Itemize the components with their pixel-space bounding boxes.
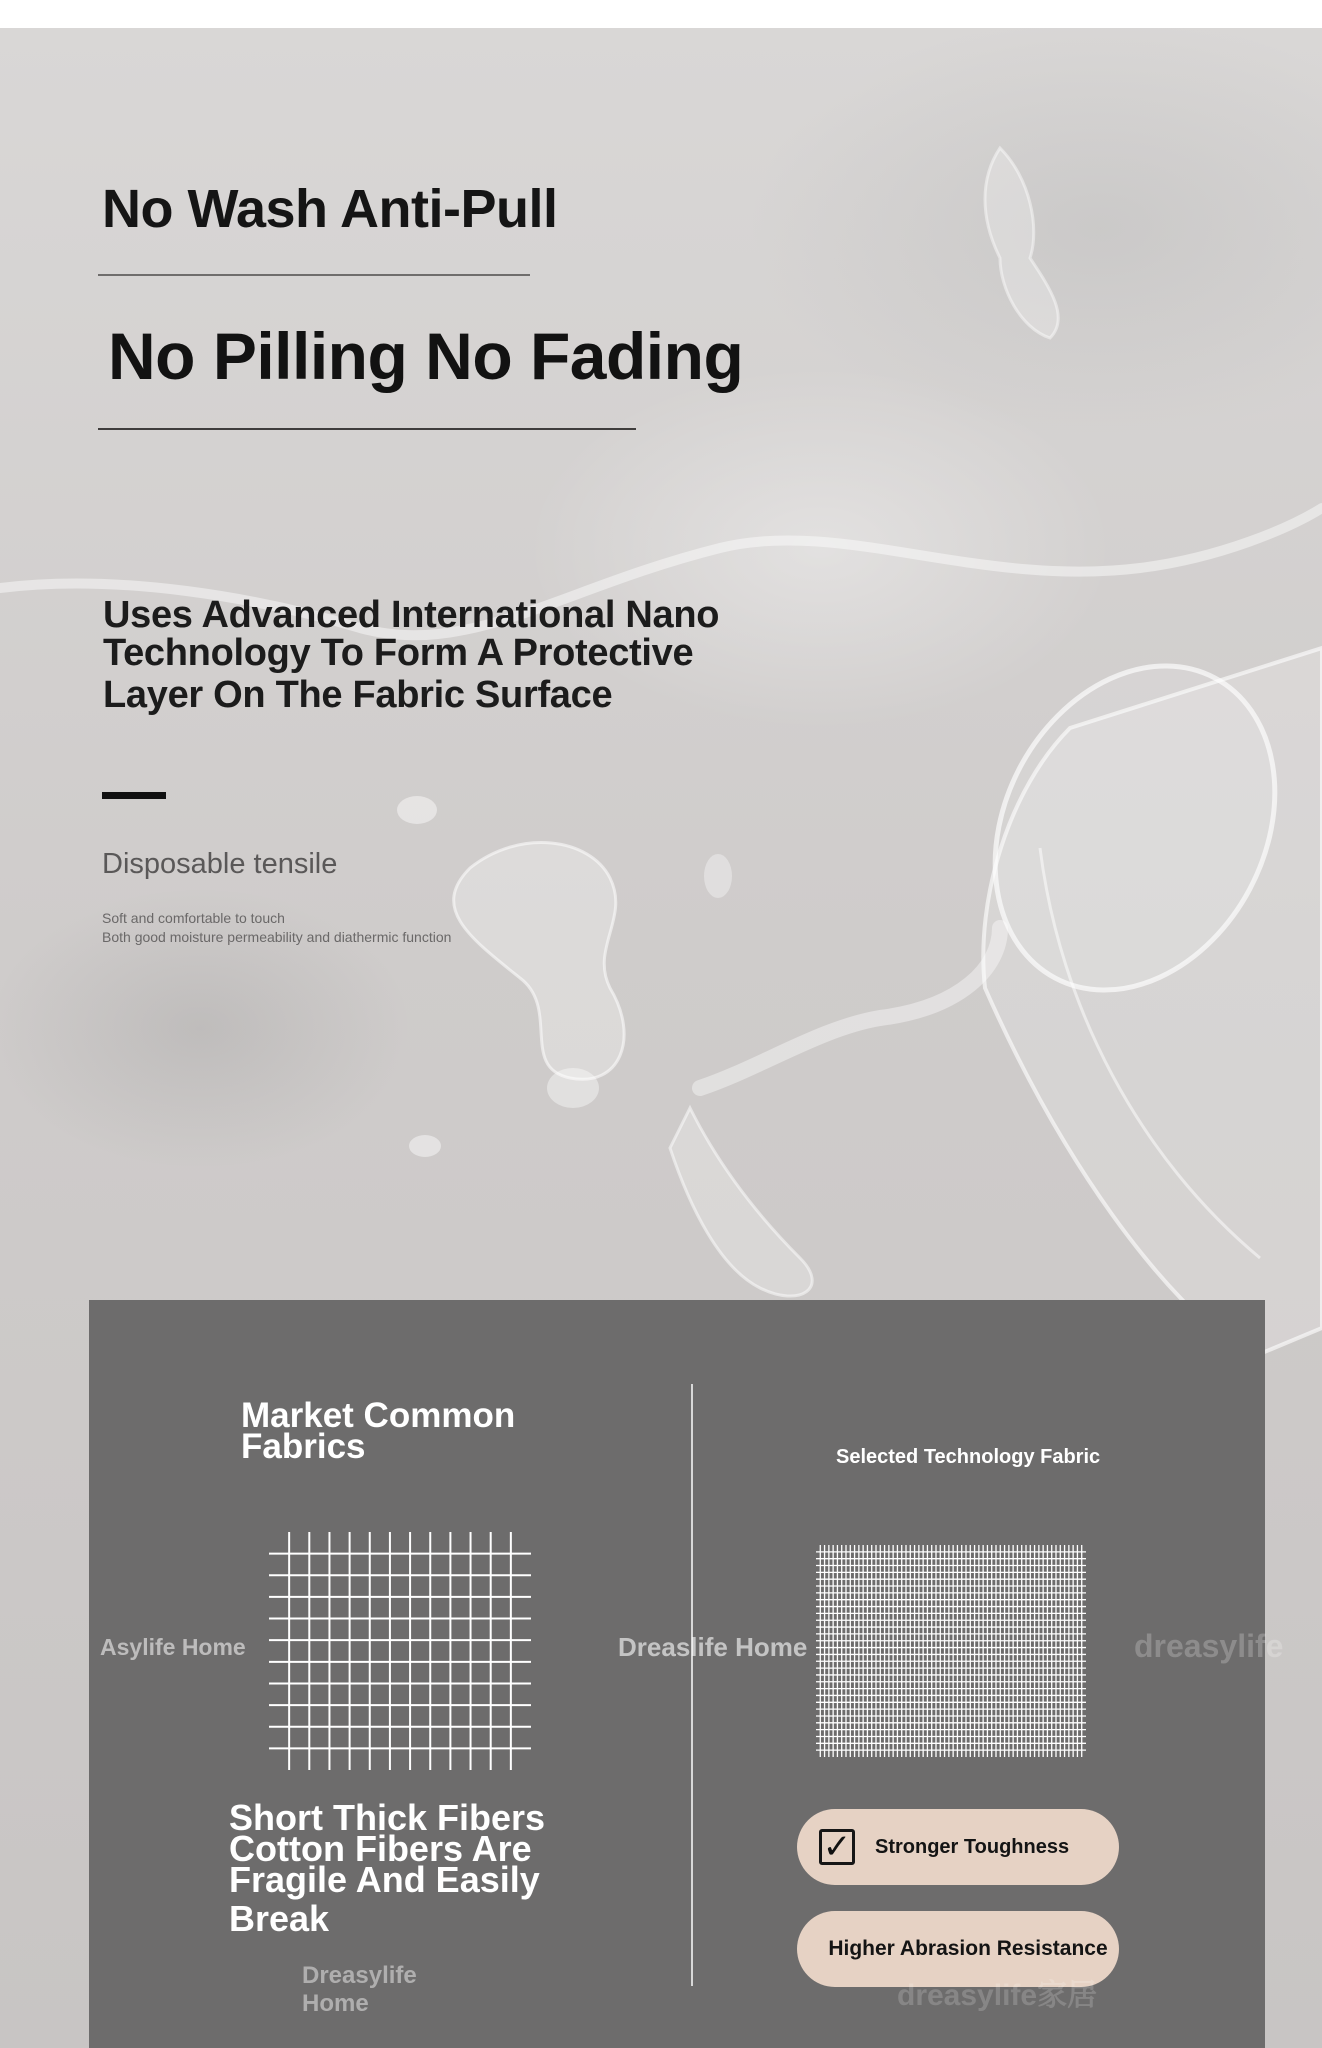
caption-line: Break bbox=[229, 1898, 330, 1939]
feature-line: Both good moisture permeability and diathermic function bbox=[102, 929, 452, 945]
watermark-text: Dreaslife Home bbox=[618, 1632, 808, 1662]
loose-weave-grid-icon bbox=[269, 1532, 531, 1770]
watermark-text: Asylife Home bbox=[100, 1634, 246, 1660]
watermark-text: dreasylife bbox=[1134, 1628, 1284, 1664]
subheadline-underline bbox=[98, 428, 636, 430]
checkbox-checked-icon: ✓ bbox=[819, 1829, 855, 1865]
badge-label: Stronger Toughness bbox=[875, 1835, 1070, 1858]
headline-underline bbox=[98, 274, 530, 276]
heading-line: Fabrics bbox=[241, 1427, 366, 1466]
heading-line: Market Common bbox=[241, 1396, 516, 1435]
description-line: Technology To Form A Protective bbox=[103, 632, 694, 674]
caption-line: Short Thick Fibers bbox=[229, 1797, 546, 1838]
caption-line: Cotton Fibers Are bbox=[229, 1828, 532, 1869]
headline: No Wash Anti-Pull bbox=[102, 179, 558, 239]
comparison-divider bbox=[691, 1384, 693, 1986]
description-line: Uses Advanced International Nano bbox=[103, 594, 720, 636]
product-detail-page bbox=[0, 28, 1322, 2048]
stronger-toughness-badge bbox=[797, 1809, 1119, 1885]
section-dash bbox=[102, 792, 166, 799]
dense-weave-grid-icon bbox=[816, 1545, 1086, 1757]
market-fabrics-caption bbox=[229, 1797, 569, 1939]
technology-fabric-heading: Selected Technology Fabric bbox=[836, 1446, 1101, 1468]
market-fabrics-heading bbox=[241, 1396, 561, 1466]
fabric-comparison-panel bbox=[89, 1300, 1284, 2048]
caption-line: Fragile And Easily bbox=[229, 1859, 540, 1900]
watermark-text bbox=[302, 1962, 417, 2018]
subheadline: No Pilling No Fading bbox=[108, 319, 744, 393]
feature-line: Soft and comfortable to touch bbox=[102, 910, 285, 926]
watermark-text: dreasylife家居 bbox=[897, 1979, 1098, 2012]
badge-label: Higher Abrasion Resistance bbox=[828, 1937, 1108, 1960]
watermark-line: Dreasylife bbox=[302, 1962, 417, 1989]
watermark-line: Home bbox=[302, 1990, 369, 2017]
feature-title: Disposable tensile bbox=[102, 848, 338, 880]
description-line: Layer On The Fabric Surface bbox=[103, 674, 613, 716]
technology-description bbox=[103, 596, 823, 714]
